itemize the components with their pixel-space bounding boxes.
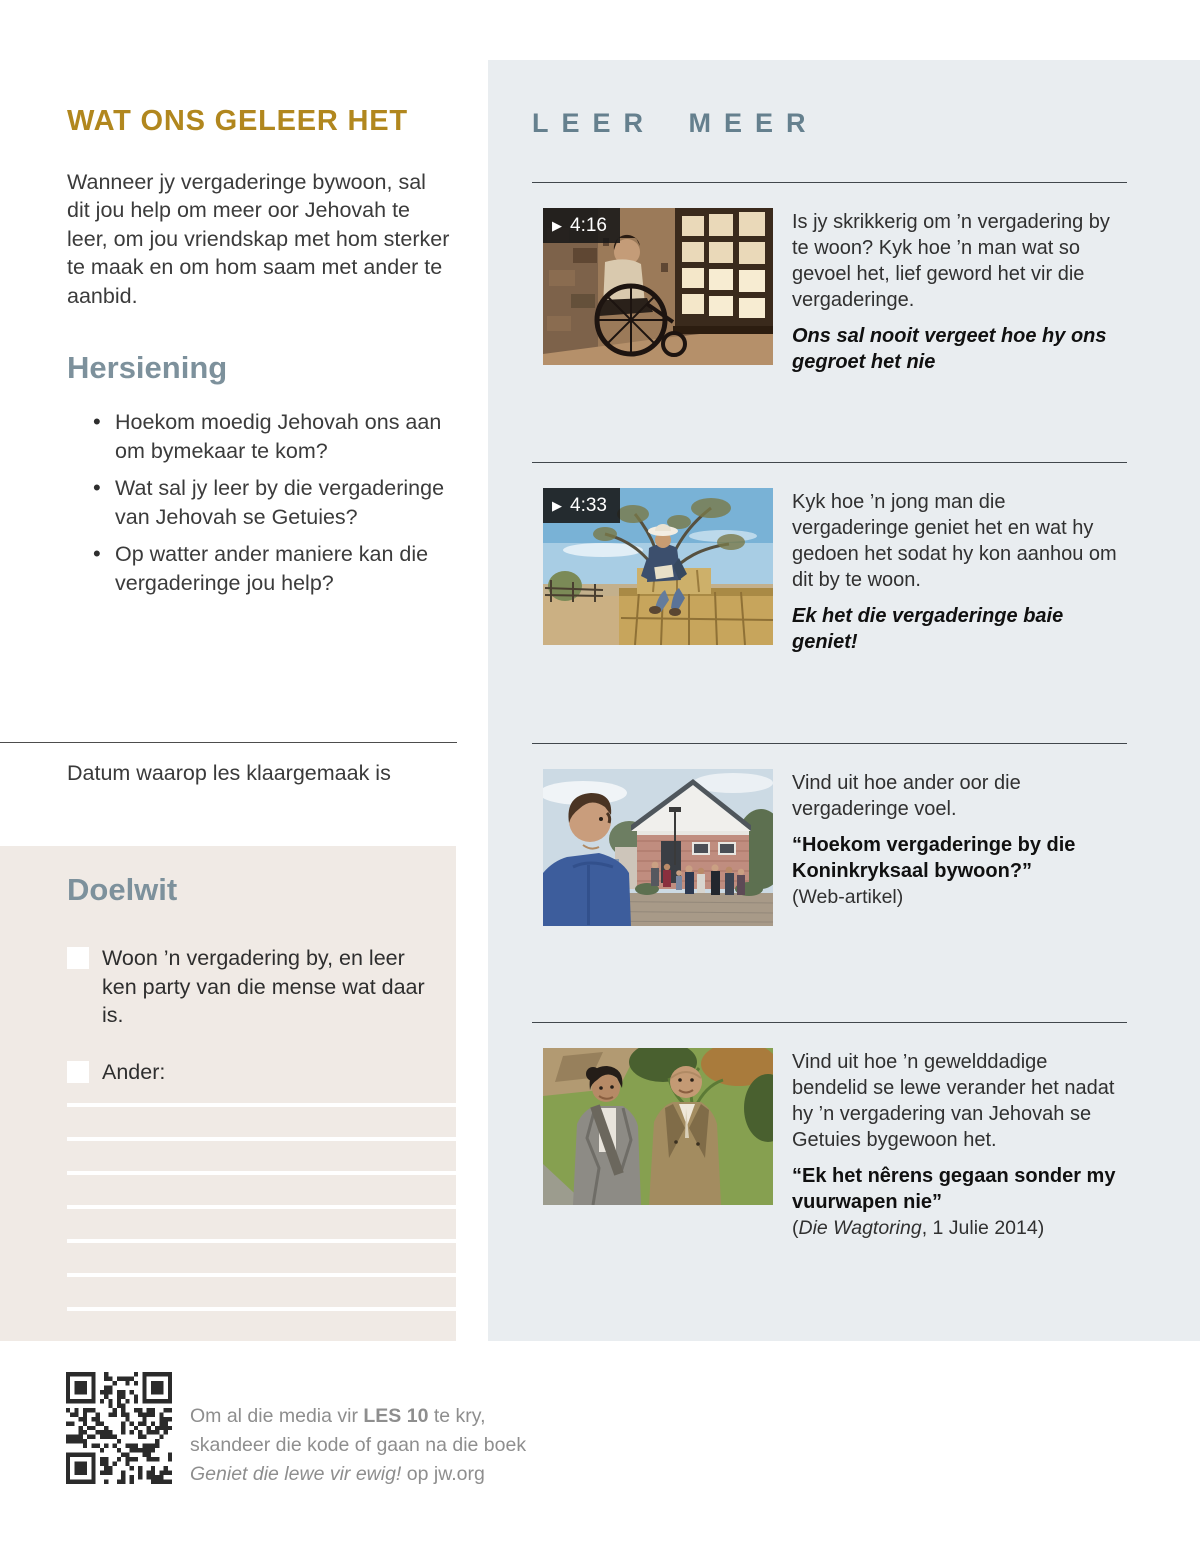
date-completed-label: Datum waarop les klaargemaak is bbox=[67, 761, 391, 785]
writing-line bbox=[67, 1171, 456, 1175]
writing-line bbox=[67, 1205, 456, 1209]
learn-more-panel bbox=[488, 60, 1200, 1341]
checkbox[interactable] bbox=[67, 1061, 89, 1083]
qr-caption-line-1: Om al die media vir LES 10 te kry, bbox=[190, 1405, 486, 1427]
goal-option-other bbox=[67, 1058, 456, 1087]
item-description: Kyk hoe ’n jong man die vergaderinge geniet het en wat hy gedoen het sodat hy kon aanhou om dit by te woon. bbox=[792, 491, 1117, 591]
item-description: Vind uit hoe ’n gewelddadige bendelid se lewe verander het nadat hy ’n vergadering van Jehovah se Getuies bygewoon het. bbox=[792, 1051, 1115, 1151]
qr-caption-line-3: Geniet die lewe vir ewig! op jw.org bbox=[190, 1463, 485, 1485]
writing-line bbox=[67, 1273, 456, 1277]
review-bullet: • Op watter ander maniere kan die vergaderinge jou help? bbox=[115, 540, 445, 597]
learn-more-item bbox=[532, 1022, 1127, 1241]
what-we-learned-title: WAT ONS GELEER HET bbox=[67, 105, 408, 137]
video-duration-badge bbox=[543, 208, 620, 243]
article-title: “Ek het nêrens gegaan sonder my vuurwapen nie” bbox=[792, 1165, 1116, 1213]
qr-code bbox=[66, 1372, 172, 1489]
play-icon: ▶ bbox=[552, 498, 562, 513]
writing-line bbox=[67, 1239, 456, 1243]
learn-more-title: LEER MEER bbox=[532, 108, 819, 138]
goal-title: Doelwit bbox=[67, 872, 178, 907]
learn-more-item bbox=[532, 743, 1127, 926]
goal-section bbox=[0, 846, 456, 1341]
review-bullet: • Wat sal jy leer by die vergaderinge van Jehovah se Getuies? bbox=[115, 474, 445, 531]
goal-option-label: Ander: bbox=[102, 1059, 166, 1084]
item-description: Is jy skrikkerig om ’n vergadering by te woon? Kyk hoe ’n man wat so gevoel het, lief geword het vir die vergaderinge. bbox=[792, 211, 1110, 311]
article-title: “Hoekom vergaderinge by die Koninkryksaal bywoon?” bbox=[792, 834, 1076, 882]
video-thumbnail-wheelchair[interactable] bbox=[543, 208, 773, 365]
goal-option-label: Woon ’n vergadering by, en leer ken party van die mense wat daar is. bbox=[102, 946, 425, 1027]
qr-caption-line-2: skandeer die kode of gaan na die boek bbox=[190, 1434, 527, 1456]
review-bullet: • Hoekom moedig Jehovah ons aan om bymekaar te kom? bbox=[115, 408, 445, 465]
article-source: (Die Wagtoring, 1 Julie 2014) bbox=[792, 1217, 1045, 1239]
play-icon: ▶ bbox=[552, 218, 562, 233]
writing-line bbox=[67, 1307, 456, 1311]
article-thumbnail-couple[interactable] bbox=[543, 1048, 773, 1205]
review-list bbox=[67, 408, 445, 597]
checkbox[interactable] bbox=[67, 947, 89, 969]
video-title: Ons sal nooit vergeet hoe hy ons gegroet het nie bbox=[792, 325, 1107, 373]
review-title: Hersiening bbox=[67, 350, 228, 386]
video-duration: 4:33 bbox=[570, 495, 607, 516]
writing-line bbox=[67, 1137, 456, 1141]
video-duration: 4:16 bbox=[570, 215, 607, 236]
goal-option-attend bbox=[67, 944, 456, 1030]
video-title: Ek het die vergaderinge baie geniet! bbox=[792, 605, 1064, 653]
video-duration-badge bbox=[543, 488, 620, 523]
article-source: (Web-artikel) bbox=[792, 886, 904, 908]
what-we-learned-body: Wanneer jy vergaderinge bywoon, sal dit jou help om meer oor Jehovah te leer, om jou vriendskap met hom sterker te maak en om hom saam met ander te aanbid. bbox=[67, 169, 450, 308]
learn-more-item bbox=[532, 182, 1127, 375]
date-divider-line bbox=[0, 742, 457, 743]
qr-caption bbox=[190, 1402, 610, 1489]
writing-line bbox=[67, 1103, 456, 1107]
learn-more-item bbox=[532, 462, 1127, 655]
article-thumbnail-kingdom-hall[interactable] bbox=[543, 769, 773, 926]
video-thumbnail-haybales[interactable] bbox=[543, 488, 773, 645]
item-description: Vind uit hoe ander oor die vergaderinge voel. bbox=[792, 772, 1021, 820]
left-column bbox=[67, 106, 459, 606]
